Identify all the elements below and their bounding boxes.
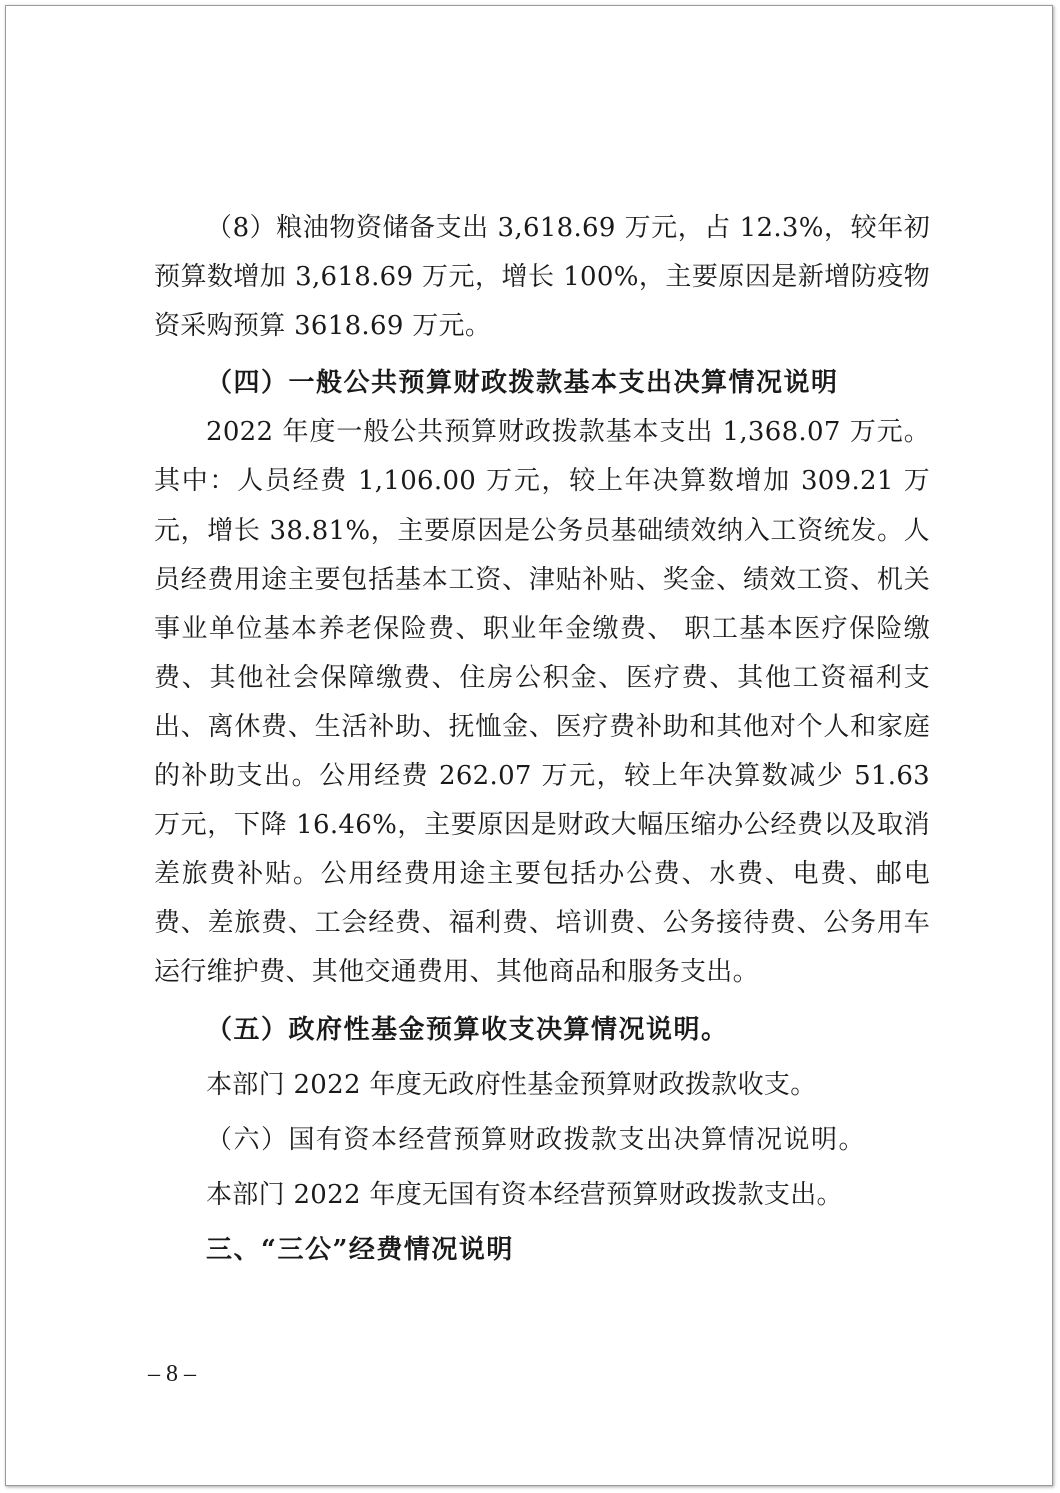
heading-basic-expenditure: （四）一般公共预算财政拨款基本支出决算情况说明 — [206, 368, 839, 399]
heading-state-capital: （六）国有资本经营预算财政拨款支出决算情况说明。 — [206, 1124, 867, 1155]
paragraph-grain-oil-reserve: （8）粮油物资储备支出 3,618.69 万元，占 12.3%，较年初预算数增加 3,618.69 万元，增长 100%，主要原因是新增防疫物资采购预算 3618.69 万元。 — [154, 213, 930, 342]
page-number: – 8 – — [148, 1361, 196, 1387]
heading-three-public-expenses: 三、“三公”经费情况说明 — [206, 1234, 514, 1265]
page-body — [154, 204, 930, 1275]
document-page — [5, 5, 1053, 1486]
paragraph-basic-expenditure: 2022 年度一般公共预算财政拨款基本支出 1,368.07 万元。其中：人员经费 1,106.00 万元，较上年决算数增加 309.21 万元，增长 38.81%，主要原因是公务员基础绩效纳入工资统发。人员经费用途主要包括基本工资、津贴补贴、奖金、绩效工资、机关事业单位基本养老保险费、职业年金缴费、 职工基本医疗保险缴费、其他社会保障缴费、住房公积金、医疗费、其他工资福利支出、离休费、生活补助、抚恤金、医疗费补助和其他对个人和家庭的补助支出。公用经费 262.07 万元，较上年决算数减少 51.63 万元，下降 16.46%，主要原因是财政大幅压缩办公经费以及取消差旅费补贴。公用经费用途主要包括办公费、水费、电费、邮电费、差旅费、工会经费、福利费、培训费、公务接待费、公务用车运行维护费、其他交通费用、其他商品和服务支出。 — [154, 417, 930, 988]
heading-government-fund: （五）政府性基金预算收支决算情况说明。 — [206, 1014, 729, 1045]
paragraph-state-capital: 本部门 2022 年度无国有资本经营预算财政拨款支出。 — [206, 1179, 843, 1210]
paragraph-government-fund: 本部门 2022 年度无政府性基金预算财政拨款收支。 — [206, 1069, 817, 1100]
